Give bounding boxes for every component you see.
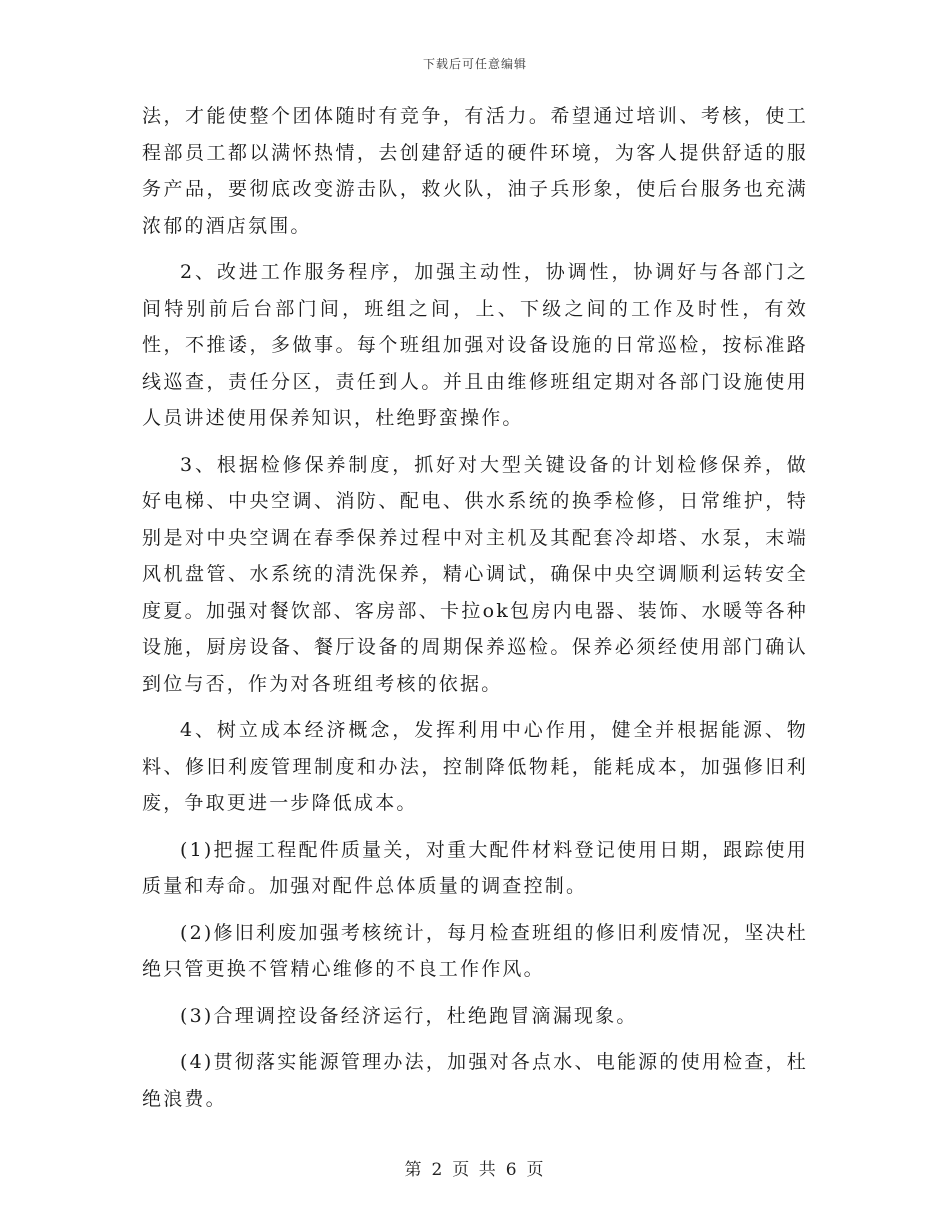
footer-total-pages: 6 <box>505 1160 519 1180</box>
header-note: 下载后可任意编辑 <box>422 57 527 71</box>
footer-suffix: 页 <box>526 1160 546 1180</box>
footer-mid: 页 共 <box>452 1160 498 1180</box>
paragraph-subitem-3: (3)合理调控设备经济运行，杜绝跑冒滴漏现象。 <box>180 1004 638 1027</box>
paragraph-subitem-2: (2)修旧利废加强考核统计，每月检查班组的修旧利废情况，坚决杜绝只管更换不管精心维修的不良工作作风。 <box>142 921 808 980</box>
paragraph-item-4: 4、树立成本经济概念，发挥利用中心作用，健全并根据能源、物料、修旧利废管理制度和办法，控制降低物耗，能耗成本，加强修旧利废，争取更进一步降低成本。 <box>142 719 808 814</box>
footer-prefix: 第 <box>404 1160 424 1180</box>
paragraph-item-2: 2、改进工作服务程序，加强主动性，协调性，协调好与各部门之间特别前后台部门间，班组之间，上、下级之间的工作及时性，有效性，不推诿，多做事。每个班组加强对设备设施的日常巡检，按标准路线巡查，责任分区，责任到人。并且由维修班组定期对各部门设施使用人员讲述使用保养知识，杜绝野蛮操作。 <box>142 261 808 429</box>
paragraph-item-3: 3、根据检修保养制度，抓好对大型关键设备的计划检修保养，做好电梯、中央空调、消防、配电、供水系统的换季检修，日常维护，特别是对中央空调在春季保养过程中对主机及其配套冷却塔、水泵，末端风机盘管、水系统的清洗保养，精心调试，确保中央空调顺利运转安全度夏。加强对餐饮部、客房部、卡拉ok包房内电器、装饰、水暖等各种设施，厨房设备、餐厅设备的周期保养巡检。保养必须经使用部门确认到位与否，作为对各班组考核的依据。 <box>142 453 808 695</box>
paragraph-continuation: 法，才能使整个团体随时有竞争，有活力。希望通过培训、考核，使工程部员工都以满怀热情，去创建舒适的硬件环境，为客人提供舒适的服务产品，要彻底改变游击队，救火队，油子兵形象，使后台服务也充满浓郁的酒店氛围。 <box>142 105 808 237</box>
paragraph-subitem-4: (4)贯彻落实能源管理办法，加强对各点水、电能源的使用检查，杜绝浪费。 <box>142 1051 808 1110</box>
document-body <box>142 98 808 1127</box>
paragraph-subitem-1: (1)把握工程配件质量关，对重大配件材料登记使用日期，跟踪使用质量和寿命。加强对配件总体质量的调查控制。 <box>142 838 808 897</box>
footer-page-number: 2 <box>431 1160 445 1180</box>
page-footer <box>0 1155 950 1180</box>
